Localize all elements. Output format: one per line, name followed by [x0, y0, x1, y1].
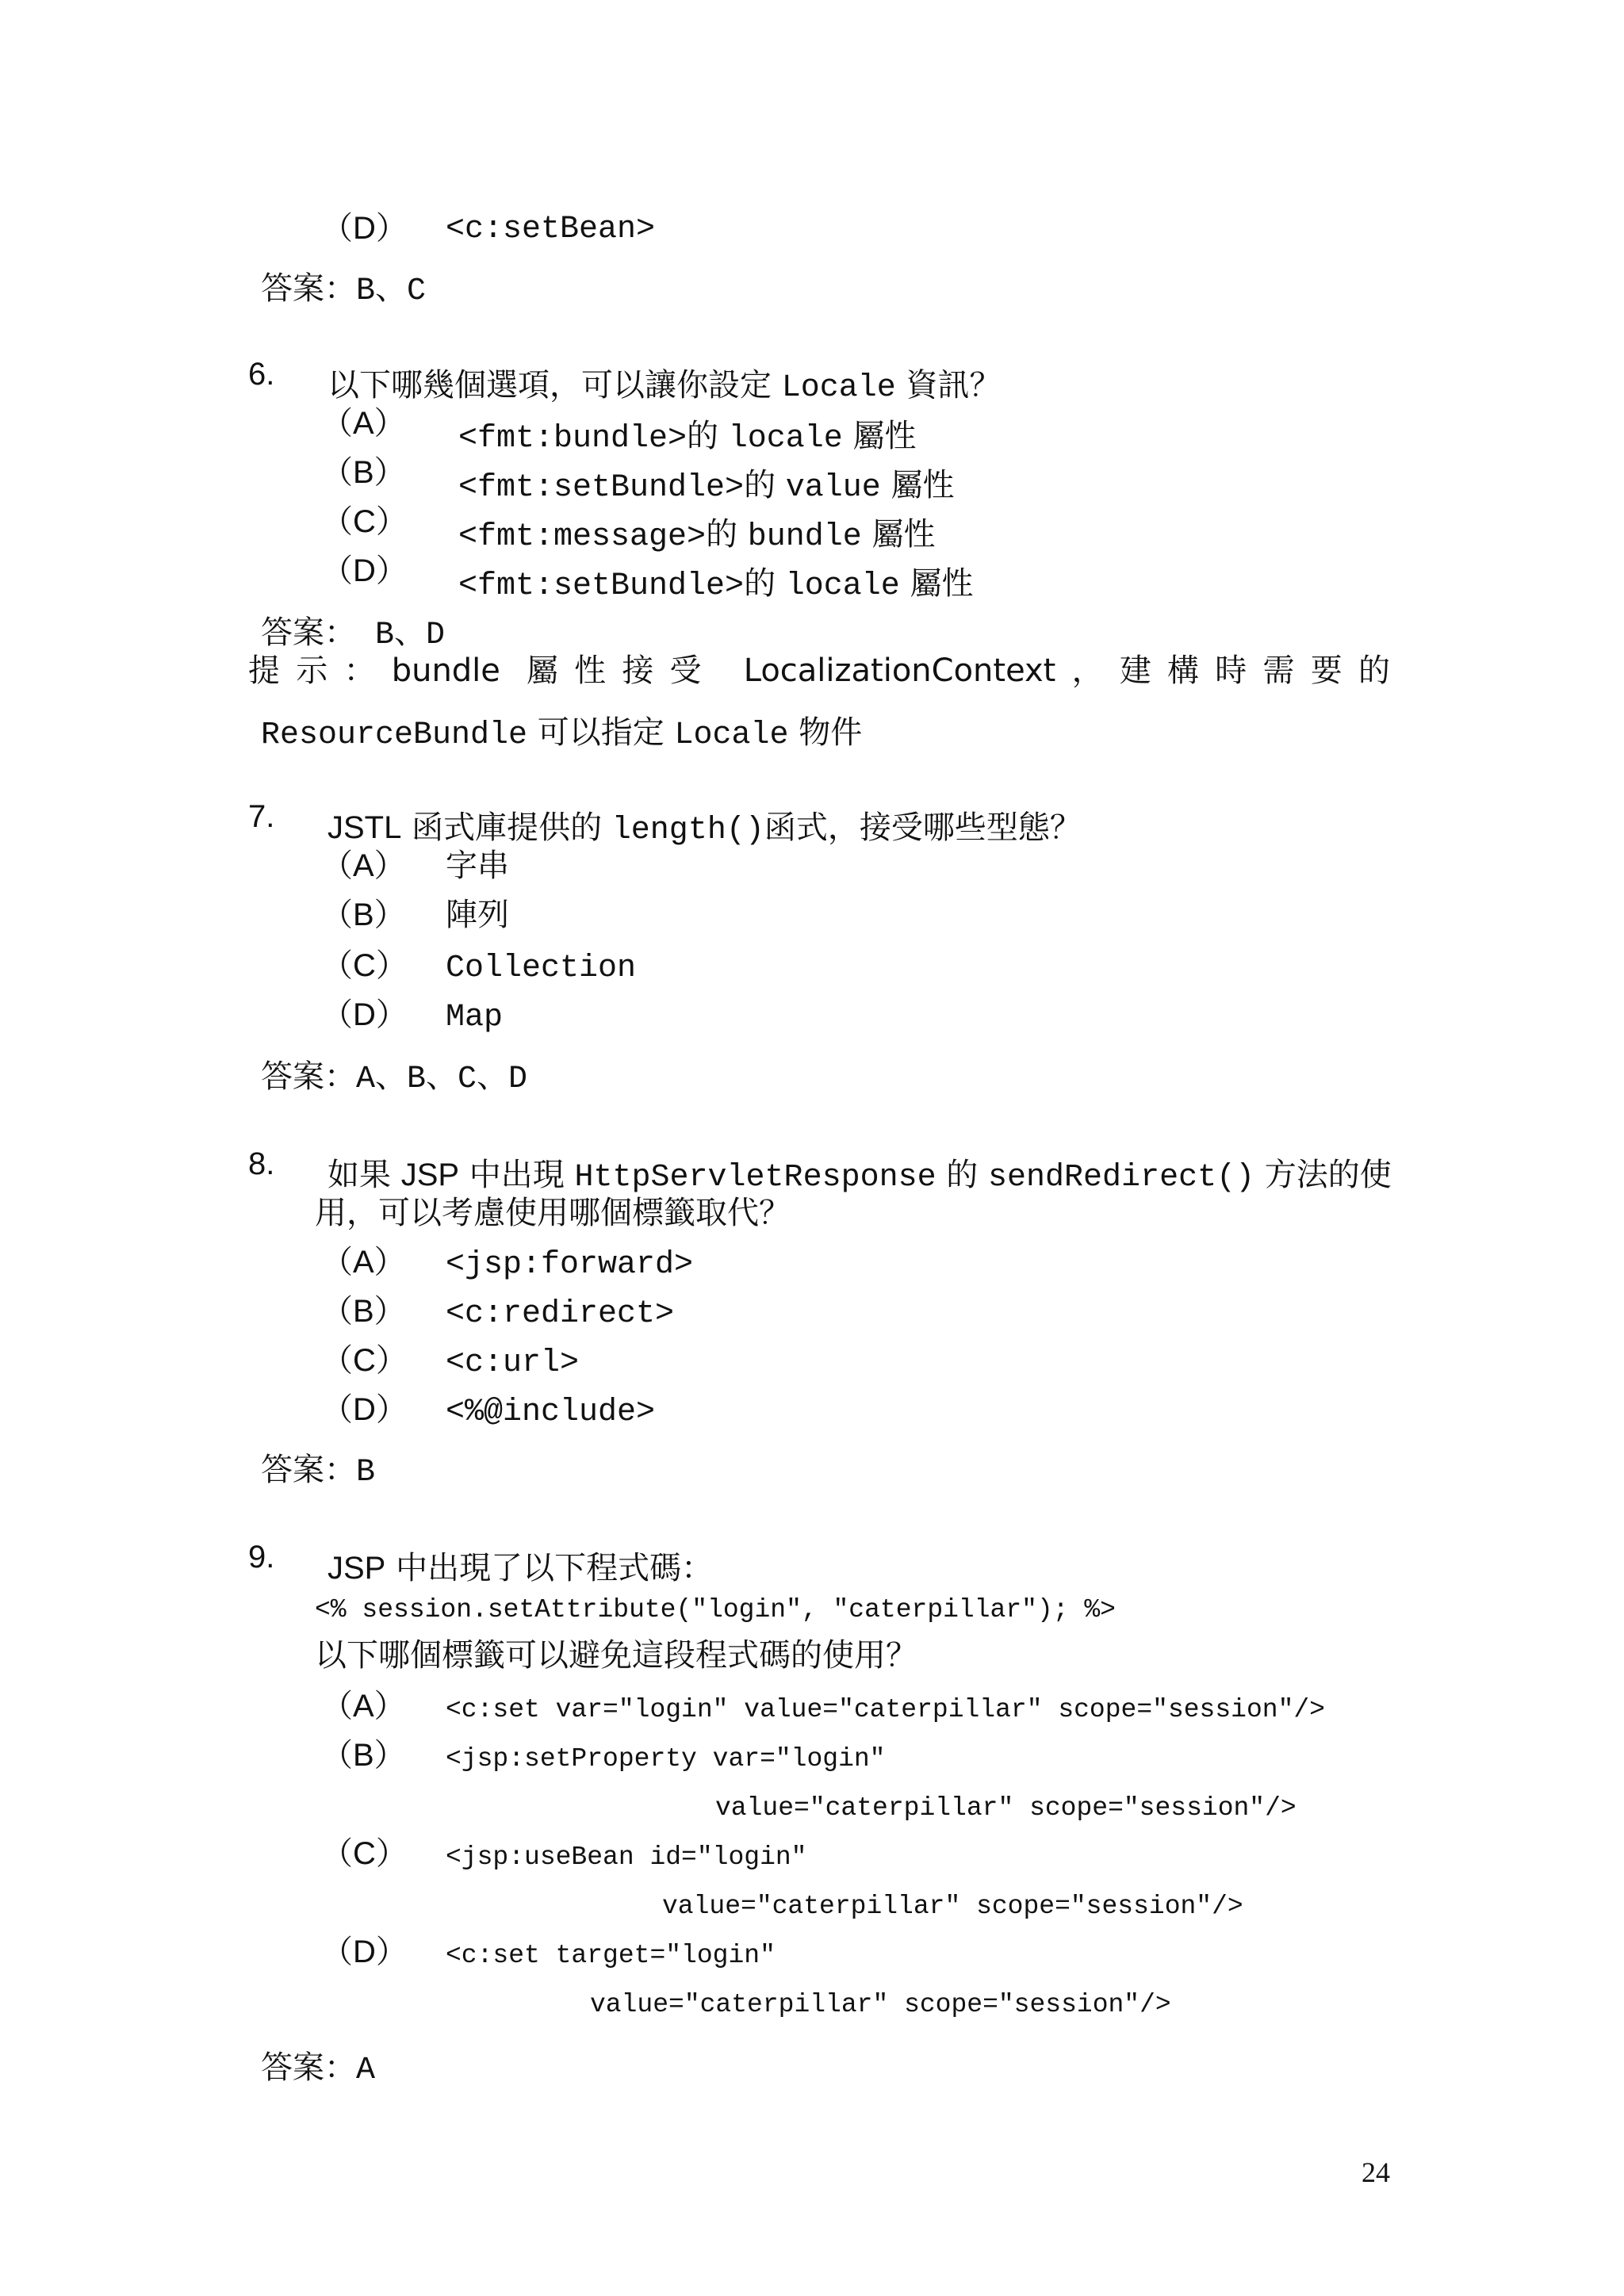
q9-answer	[248, 2039, 375, 2099]
q7-option-c: Collection	[446, 951, 637, 986]
q9-option-b-line1: <jsp:setProperty var="login"	[446, 1744, 886, 1774]
answer-label: 答案：	[261, 614, 356, 651]
answer-value: B	[356, 1455, 376, 1490]
q9-text-line2: 以下哪個標籤可以避免這段程式碼的使用？	[315, 1637, 917, 1674]
answer-value: A、B、C、D	[356, 1062, 528, 1097]
q7-answer	[248, 1048, 527, 1108]
q6-hint-line1: 提示：bundle 屬性接受 LocalizationContext，建構時需要的	[248, 652, 1390, 689]
q8-answer	[248, 1441, 375, 1502]
q7-option-d-label: （D）	[321, 997, 408, 1032]
q9-option-a: <c:set var="login" value="caterpillar" scope="session"/>	[446, 1695, 1325, 1724]
q8-option-d: <%@include>	[446, 1395, 656, 1430]
q9-code-snippet: <% session.setAttribute("login", "caterpillar"); %>	[315, 1595, 1116, 1624]
q9-option-c-line1: <jsp:useBean id="login"	[446, 1843, 807, 1872]
q6-hint-line2: ResourceBundle 可以指定 Locale 物件	[261, 714, 863, 753]
q9-option-b-label: （B）	[321, 1738, 406, 1773]
answer-label: 答案：	[261, 1452, 356, 1488]
q9-text-line1: JSP 中出現了以下程式碼：	[327, 1550, 714, 1586]
q9-option-c-label: （C）	[321, 1836, 408, 1871]
q9-option-a-label: （A）	[321, 1689, 406, 1724]
q7-text: JSTL 函式庫提供的 length()函式，接受哪些型態？	[327, 809, 1082, 848]
q8-option-b-label: （B）	[321, 1294, 406, 1329]
q8-option-c-label: （C）	[321, 1343, 408, 1378]
q6-text: 以下哪幾個選項，可以讓你設定 Locale 資訊？	[327, 367, 1002, 406]
q7-option-a: 字串	[446, 848, 509, 884]
q8-text-line1: 如果 JSP 中出現 HttpServletResponse 的 sendRedirect() 方法的使	[327, 1157, 1392, 1196]
q9-number: 9.	[248, 1540, 275, 1575]
q5-option-d-text: <c:setBean>	[446, 212, 656, 247]
q6-option-a-label: （A）	[321, 406, 406, 441]
q7-option-c-label: （C）	[321, 948, 408, 983]
q9-option-d-line1: <c:set target="login"	[446, 1941, 776, 1970]
q8-option-a-label: （A）	[321, 1245, 406, 1280]
q6-option-b: <fmt:setBundle>的 value 屬性	[458, 467, 955, 506]
q5-option-d-label: （D）	[321, 211, 408, 246]
q6-option-b-label: （B）	[321, 455, 406, 490]
q8-option-a: <jsp:forward>	[446, 1247, 694, 1283]
q8-option-d-label: （D）	[321, 1392, 408, 1427]
q6-option-c: <fmt:message>的 bundle 屬性	[458, 516, 936, 555]
page-number: 24	[1362, 2156, 1390, 2188]
q8-option-c: <c:url>	[446, 1345, 580, 1381]
answer-value: A	[356, 2053, 376, 2088]
q7-number: 7.	[248, 799, 275, 834]
q8-option-b: <c:redirect>	[446, 1296, 675, 1332]
q6-number: 6.	[248, 357, 275, 392]
q7-option-a-label: （A）	[321, 848, 406, 883]
q9-option-b-line2: value="caterpillar" scope="session"/>	[715, 1793, 1297, 1823]
q7-option-d: Map	[446, 1000, 504, 1035]
q9-option-d-label: （D）	[321, 1934, 408, 1969]
q5-answer	[248, 260, 426, 320]
answer-value: B、C	[356, 274, 427, 309]
q6-option-a: <fmt:bundle>的 locale 屬性	[458, 418, 917, 457]
answer-label: 答案：	[261, 1058, 356, 1095]
q6-option-d-label: （D）	[321, 553, 408, 588]
q9-option-d-line2: value="caterpillar" scope="session"/>	[590, 1990, 1171, 2019]
q6-option-d: <fmt:setBundle>的 locale 屬性	[458, 565, 974, 604]
q6-option-c-label: （C）	[321, 504, 408, 539]
q8-text-line2: 用，可以考慮使用哪個標籤取代？	[315, 1195, 791, 1231]
answer-value: B、D	[356, 618, 446, 653]
q9-option-c-line2: value="caterpillar" scope="session"/>	[662, 1892, 1243, 1921]
q7-option-b: 陣列	[446, 897, 509, 933]
q7-option-b-label: （B）	[321, 897, 406, 932]
q8-number: 8.	[248, 1146, 275, 1181]
answer-label: 答案：	[261, 270, 356, 307]
answer-label: 答案：	[261, 2049, 356, 2086]
